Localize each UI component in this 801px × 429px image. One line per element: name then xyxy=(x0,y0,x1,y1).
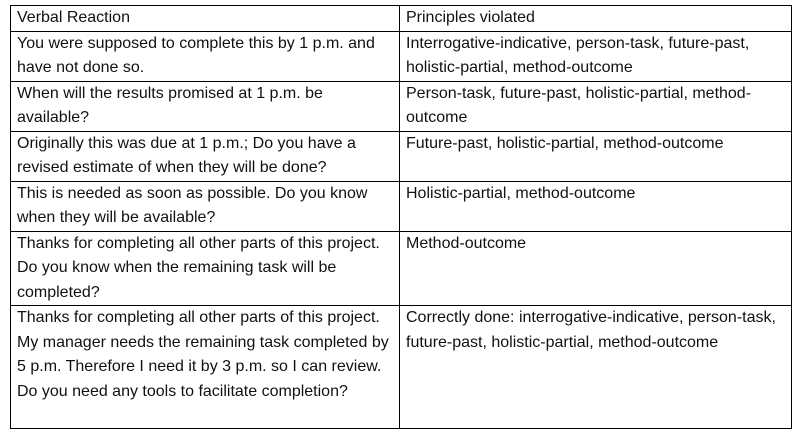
principles-violated-cell: Interrogative-indicative, person-task, future-past, holistic-partial, method-outcome xyxy=(400,31,792,81)
verbal-reaction-cell: Thanks for completing all other parts of this project. Do you know when the remaining task will be completed? xyxy=(11,231,400,306)
verbal-reaction-cell: When will the results promised at 1 p.m. be available? xyxy=(11,81,400,131)
principles-table xyxy=(10,5,792,429)
table-row xyxy=(11,81,792,131)
table-row xyxy=(11,231,792,306)
principles-violated-cell: Person-task, future-past, holistic-partial, method-outcome xyxy=(400,81,792,131)
verbal-reaction-cell: This is needed as soon as possible. Do you know when they will be available? xyxy=(11,181,400,231)
principles-violated-cell: Holistic-partial, method-outcome xyxy=(400,181,792,231)
header-verbal-reaction: Verbal Reaction xyxy=(11,6,400,32)
principles-violated-cell: Method-outcome xyxy=(400,231,792,306)
principles-violated-cell: Correctly done: interrogative-indicative, person-task, future-past, holistic-partial, method-outcome xyxy=(400,306,792,429)
table-row xyxy=(11,31,792,81)
principles-violated-cell: Future-past, holistic-partial, method-outcome xyxy=(400,131,792,181)
table-header-row xyxy=(11,6,792,32)
table-row xyxy=(11,131,792,181)
table-row xyxy=(11,181,792,231)
verbal-reaction-cell: Originally this was due at 1 p.m.; Do you have a revised estimate of when they will be done? xyxy=(11,131,400,181)
table-row xyxy=(11,306,792,429)
verbal-reaction-cell: You were supposed to complete this by 1 p.m. and have not done so. xyxy=(11,31,400,81)
header-principles-violated: Principles violated xyxy=(400,6,792,32)
verbal-reaction-cell: Thanks for completing all other parts of this project. My manager needs the remaining task completed by 5 p.m. Therefore I need it by 3 p.m. so I can review. Do you need any tools to facilitate completion? xyxy=(11,306,400,429)
